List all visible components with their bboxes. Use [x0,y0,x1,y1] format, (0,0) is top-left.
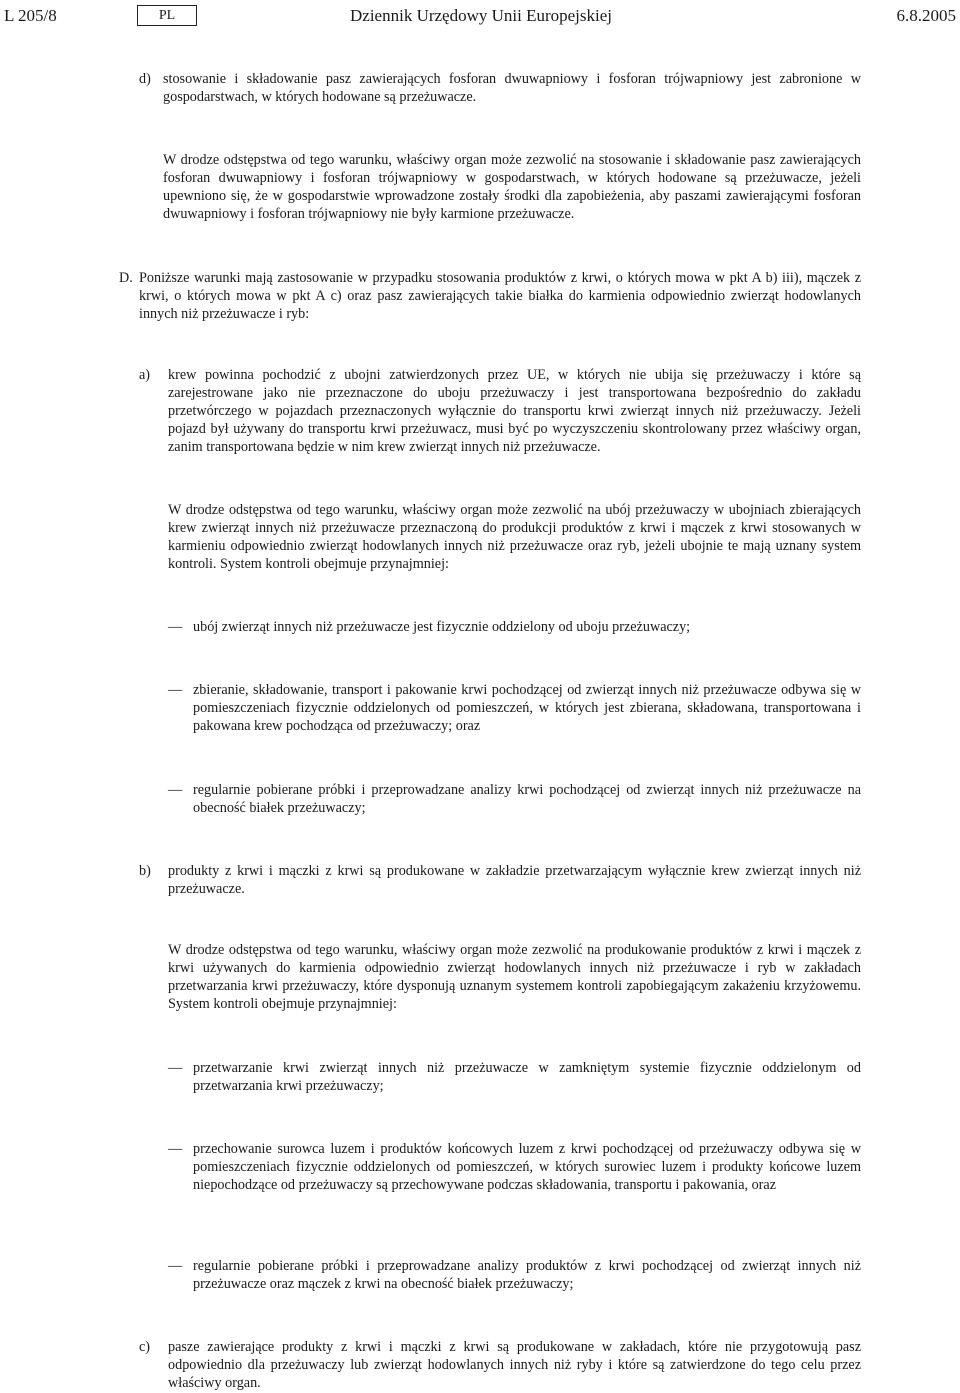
publication-date: 6.8.2005 [896,6,956,25]
item-a-text: krew powinna pochodzić z ubojni zatwierdzonych przez UE, w których nie ubija się przeżuwaczy i które są zarejestrowane jako nie przeznaczone do uboju przeżuwaczy i jest transportowana bezpośrednio do zakładu przetwórczego w pojazdach przeznaczonych wyłącznie do transportu krwi zwierząt innych niż przeżuwaczy. Jeżeli pojazd był używany do transportu krwi przeżuwacz, musi być po wyczyszczeniu skontrolowany przez właściwy organ, zanim transportowana będzie w nim krew zwierząt innych niż przeżuwacze. [168,367,861,455]
dash-bullet: — [168,619,183,635]
page-header [0,4,960,28]
item-b-text: produkty z krwi i mączki z krwi są produkowane w zakładzie przetwarzającym wyłącznie krew zwierząt innych niż przeżuwacze. [168,863,861,897]
dash-bullet: — [168,682,183,698]
journal-reference: L 205/8 [4,6,57,25]
derogation-paragraph-a: W drodze odstępstwa od tego warunku, właściwy organ może zezwolić na ubój przeżuwaczy w ubojniach zbierających krew zwierząt innych niż przeżuwacze przeznaczoną do produkcji produktów z krwi i mączek z krwi stosowanych w karmieniu odpowiednio zwierząt hodowlanych innych niż przeżuwacze oraz ryb, jeżeli ubojnie te mają uznany system kontroli. System kontroli obejmuje przynajmniej: [168,502,861,572]
item-label-d: d) [139,71,151,87]
item-a-control-1: ubój zwierząt innych niż przeżuwacze jest fizycznie oddzielony od uboju przeżuwaczy; [193,619,691,635]
item-label-c: c) [139,1339,151,1355]
dash-bullet: — [168,1060,183,1076]
derogation-paragraph-b: W drodze odstępstwa od tego warunku, właściwy organ może zezwolić na produkowanie produktów z krwi i mączek z krwi używanych do karmienia odpowiednio zwierząt hodowlanych innych niż przeżuwacze i ryb w zakładach przetwarzania krwi przeżuwaczy, które dysponują uznanym systemem kontroli zapobiegającym zakażeniu krzyżowemu. System kontroli obejmuje przynajmniej: [168,942,861,1012]
item-label-b: b) [139,863,151,879]
section-D-intro: Poniższe warunki mają zastosowanie w przypadku stosowania produktów z krwi, o których mowa w pkt A b) iii), mączek z krwi, o których mowa w pkt A c) oraz pasz zawierających takie białka do karmienia odpowiednio zwierząt hodowlanych innych niż przeżuwacze i ryb: [139,270,861,322]
item-a-control-3: regularnie pobierane próbki i przeprowadzane analizy krwi pochodzącej od zwierząt innych niż przeżuwacze na obecność białek przeżuwaczy; [193,782,861,816]
item-c-text: pasze zawierające produkty z krwi i mączki z krwi są produkowane w zakładach, które nie przygotowują pasz odpowiednio dla przeżuwaczy lub zwierząt hodowlanych innych niż ryby i które są zatwierdzone do tego celu przez właściwy organ. [168,1339,861,1391]
dash-bullet: — [168,1141,183,1157]
item-b-control-1: przetwarzanie krwi zwierząt innych niż przeżuwacze w zamkniętym systemie fizycznie oddzielonym od przetwarzania krwi przeżuwaczy; [193,1060,861,1094]
dash-bullet: — [168,1258,183,1274]
derogation-paragraph-d: W drodze odstępstwa od tego warunku, właściwy organ może zezwolić na stosowanie i składowanie pasz zawierających fosforan dwuwapniowy i fosforan trójwapniowy w gospodarstwach, w których hodowane są przeżuwacze, jeżeli upewniono się, że w gospodarstwie wprowadzone zostały środki dla zapobieżenia, aby paszami zawierającymi fosforan dwuwapniowy i fosforan trójwapniowy nie były karmione przeżuwacze. [163,152,861,222]
journal-title: Dziennik Urzędowy Unii Europejskiej [350,6,613,25]
item-b-control-3: regularnie pobierane próbki i przeprowadzane analizy produktów z krwi pochodzącej od zwierząt innych niż przeżuwacze oraz mączek z krwi na obecność białek przeżuwaczy; [193,1258,861,1292]
item-d-text: stosowanie i składowanie pasz zawierających fosforan dwuwapniowy i fosforan trójwapniowy jest zabronione w gospodarstwach, w których hodowane są przeżuwacze. [163,71,861,105]
dash-bullet: — [168,782,183,798]
item-a-control-2: zbieranie, składowanie, transport i pakowanie krwi pochodzącej od zwierząt innych niż przeżuwacze odbywa się w pomieszczeniach fizycznie oddzielonych od pomieszczeń, w których jest zbierana, składowana, transportowana i pakowana krew pochodząca od przeżuwaczy; oraz [193,682,861,734]
item-b-control-2: przechowanie surowca luzem i produktów końcowych luzem z krwi pochodzącej od przeżuwaczy odbywa się w pomieszczeniach fizycznie oddzielonych od pomieszczeń, w których surowiec luzem i produkty końcowe luzem niepochodzące od przeżuwaczy są przechowywane podczas składowania, transportu i pakowania, oraz [193,1141,861,1193]
language-badge: PL [137,5,197,26]
section-label-D: D. [119,270,133,286]
item-label-a: a) [139,367,151,383]
